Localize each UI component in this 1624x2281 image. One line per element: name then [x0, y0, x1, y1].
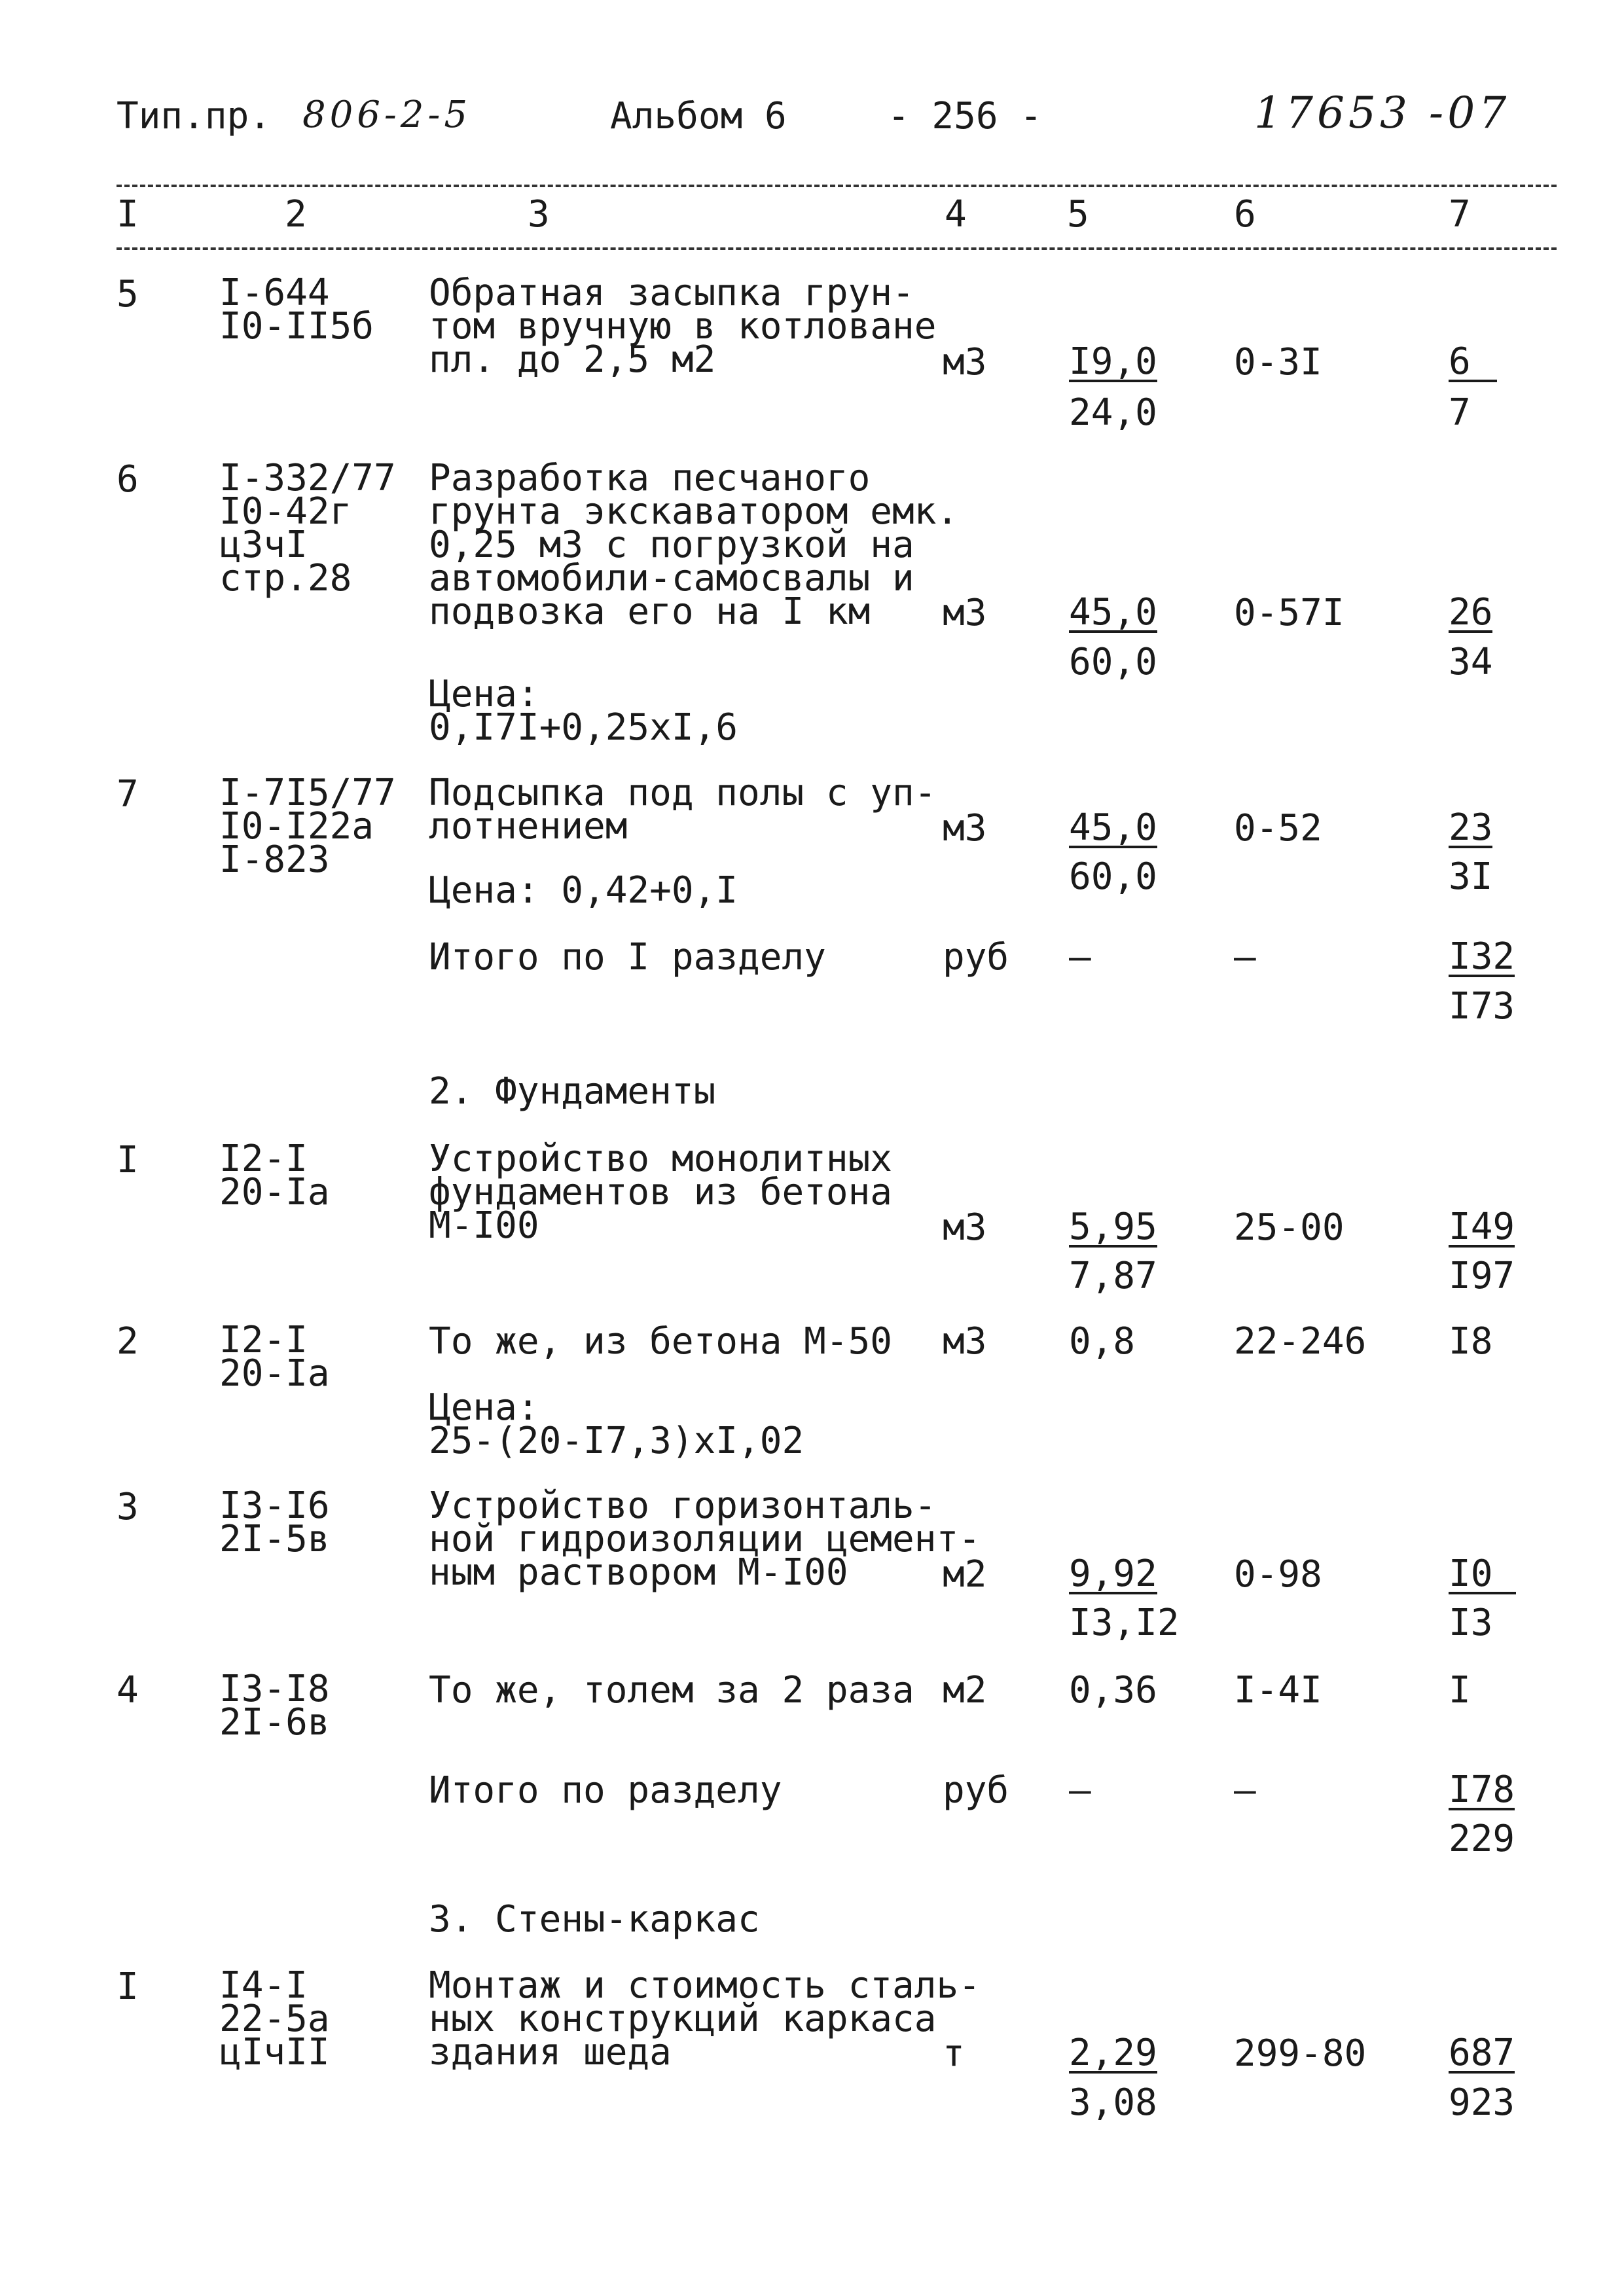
- project-label: Тип.пр.: [117, 95, 272, 137]
- row-unit: м2: [943, 1669, 987, 1712]
- row-number: 3: [117, 1486, 139, 1528]
- row-description: Разработка песчаного грунта экскаватором емк. 0,25 м3 с погрузкой на автомобили-самосвалы и подвозка его на I км: [429, 457, 959, 633]
- row-quantity: 0,8: [1069, 1320, 1136, 1363]
- row-quantity-2: 60,0: [1069, 641, 1157, 683]
- row-unit: м2: [943, 1553, 987, 1596]
- row-cost-2: I3: [1449, 1602, 1493, 1644]
- row-number: I: [117, 1139, 139, 1181]
- row-code: I-644 I0-II5б: [219, 272, 374, 348]
- subtotal-label: Итого по разделу: [429, 1769, 782, 1812]
- row-unit: м3: [943, 1206, 987, 1249]
- row-unit-price: 22-246: [1234, 1320, 1367, 1363]
- row-code: I3-I8 2I-6в: [219, 1668, 330, 1744]
- subtotal-unit-price: –: [1234, 936, 1256, 979]
- row-cost: 23: [1449, 806, 1493, 849]
- row-unit-price: 299-80: [1234, 2032, 1367, 2075]
- row-price-note: Цена: 0,I7I+0,25xI,6: [429, 673, 738, 749]
- row-code: I2-I 20-Iа: [219, 1138, 330, 1213]
- album-label: Альбом 6: [610, 95, 787, 137]
- column-header-5: 5: [1067, 193, 1089, 236]
- column-header-4: 4: [945, 193, 967, 236]
- subtotal-cost: I78: [1449, 1769, 1515, 1811]
- column-header-1: I: [117, 193, 139, 236]
- subtotal-quantity: –: [1069, 936, 1091, 979]
- row-cost-2: 3I: [1449, 855, 1493, 898]
- row-cost: 687: [1449, 2032, 1515, 2074]
- row-description: Обратная засыпка грун- том вручную в котловане пл. до 2,5 м2: [429, 272, 937, 381]
- row-number: 4: [117, 1669, 139, 1712]
- row-cost-2: 34: [1449, 641, 1493, 683]
- row-code: I4-I 22-5а цIчII: [219, 1964, 330, 2074]
- row-unit: м3: [943, 592, 987, 634]
- row-unit-price: 25-00: [1234, 1206, 1344, 1249]
- row-cost: I0: [1449, 1556, 1516, 1594]
- row-unit-price: 0-98: [1234, 1553, 1322, 1596]
- row-code: I-332/77 I0-42г ц3чI стр.28: [219, 457, 396, 600]
- row-number: 6: [117, 458, 139, 501]
- row-quantity-2: 7,87: [1069, 1255, 1157, 1297]
- subtotal-cost-2: I73: [1449, 985, 1515, 1028]
- section-heading: 3. Стены-каркас: [429, 1898, 760, 1941]
- row-description: Монтаж и стоимость сталь- ных конструкций каркаса здания шеда: [429, 1964, 981, 2074]
- row-cost: 6: [1449, 344, 1497, 382]
- row-price-note: Цена: 0,42+0,I: [429, 869, 738, 912]
- column-header-7: 7: [1449, 193, 1471, 236]
- row-cost: 26: [1449, 591, 1493, 634]
- document-code: 17653 -07: [1254, 88, 1511, 138]
- row-description: То же, толем за 2 раза: [429, 1669, 914, 1712]
- row-quantity: 0,36: [1069, 1669, 1157, 1712]
- row-unit: м3: [943, 341, 987, 384]
- row-cost-2: 7: [1449, 391, 1471, 434]
- subtotal-cost-2: 229: [1449, 1818, 1515, 1860]
- row-code: I2-I 20-Iа: [219, 1319, 330, 1395]
- row-description: Устройство горизонталь- ной гидроизоляции цемент- ным раствором М-I00: [429, 1484, 981, 1594]
- row-code: I-7I5/77 I0-I22а I-823: [219, 772, 396, 881]
- row-quantity: 45,0: [1069, 806, 1157, 849]
- row-quantity-2: 24,0: [1069, 391, 1157, 434]
- row-cost: I49: [1449, 1206, 1515, 1248]
- page-number: - 256 -: [888, 95, 1043, 137]
- row-quantity-2: I3,I2: [1069, 1602, 1180, 1644]
- row-number: 7: [117, 773, 139, 816]
- row-unit-price: 0-52: [1234, 807, 1322, 850]
- row-code: I3-I6 2I-5в: [219, 1484, 330, 1560]
- row-quantity: 45,0: [1069, 591, 1157, 634]
- row-description: Подсыпка под полы с уп- лотнением: [429, 772, 937, 848]
- row-unit: т: [943, 2032, 965, 2075]
- row-price-note: Цена: 25-(20-I7,3)xI,02: [429, 1386, 804, 1462]
- row-quantity-2: 60,0: [1069, 855, 1157, 898]
- row-cost-2: I97: [1449, 1255, 1515, 1297]
- column-header-3: 3: [528, 193, 550, 236]
- row-quantity-2: 3,08: [1069, 2081, 1157, 2124]
- row-unit: м3: [943, 1320, 987, 1363]
- row-unit-price: I-4I: [1234, 1669, 1322, 1712]
- subtotal-cost: I32: [1449, 935, 1515, 978]
- row-quantity: 2,29: [1069, 2032, 1157, 2074]
- subtotal-unit-price: –: [1234, 1769, 1256, 1812]
- row-unit-price: 0-3I: [1234, 341, 1322, 384]
- row-unit: м3: [943, 807, 987, 850]
- row-cost: I8: [1449, 1320, 1493, 1363]
- row-unit-price: 0-57I: [1234, 592, 1344, 634]
- row-quantity: 9,92: [1069, 1553, 1157, 1595]
- header-rule-top: [117, 185, 1557, 187]
- row-quantity: 5,95: [1069, 1206, 1157, 1248]
- project-number: 806-2-5: [302, 94, 471, 136]
- row-cost: I: [1449, 1669, 1471, 1712]
- row-description: То же, из бетона М-50: [429, 1320, 893, 1363]
- subtotal-label: Итого по I разделу: [429, 936, 826, 979]
- subtotal-quantity: –: [1069, 1769, 1091, 1812]
- column-header-6: 6: [1234, 193, 1256, 236]
- header-rule-bottom: [117, 247, 1557, 250]
- row-quantity: I9,0: [1069, 340, 1157, 383]
- subtotal-unit: руб: [943, 936, 1009, 979]
- row-number: 2: [117, 1320, 139, 1363]
- row-description: Устройство монолитных фундаментов из бетона М-I00: [429, 1138, 893, 1247]
- row-number: I: [117, 1966, 139, 2008]
- row-cost-2: 923: [1449, 2081, 1515, 2124]
- row-number: 5: [117, 273, 139, 315]
- section-heading: 2. Фундаменты: [429, 1070, 716, 1113]
- subtotal-unit: руб: [943, 1769, 1009, 1812]
- column-header-2: 2: [285, 193, 307, 236]
